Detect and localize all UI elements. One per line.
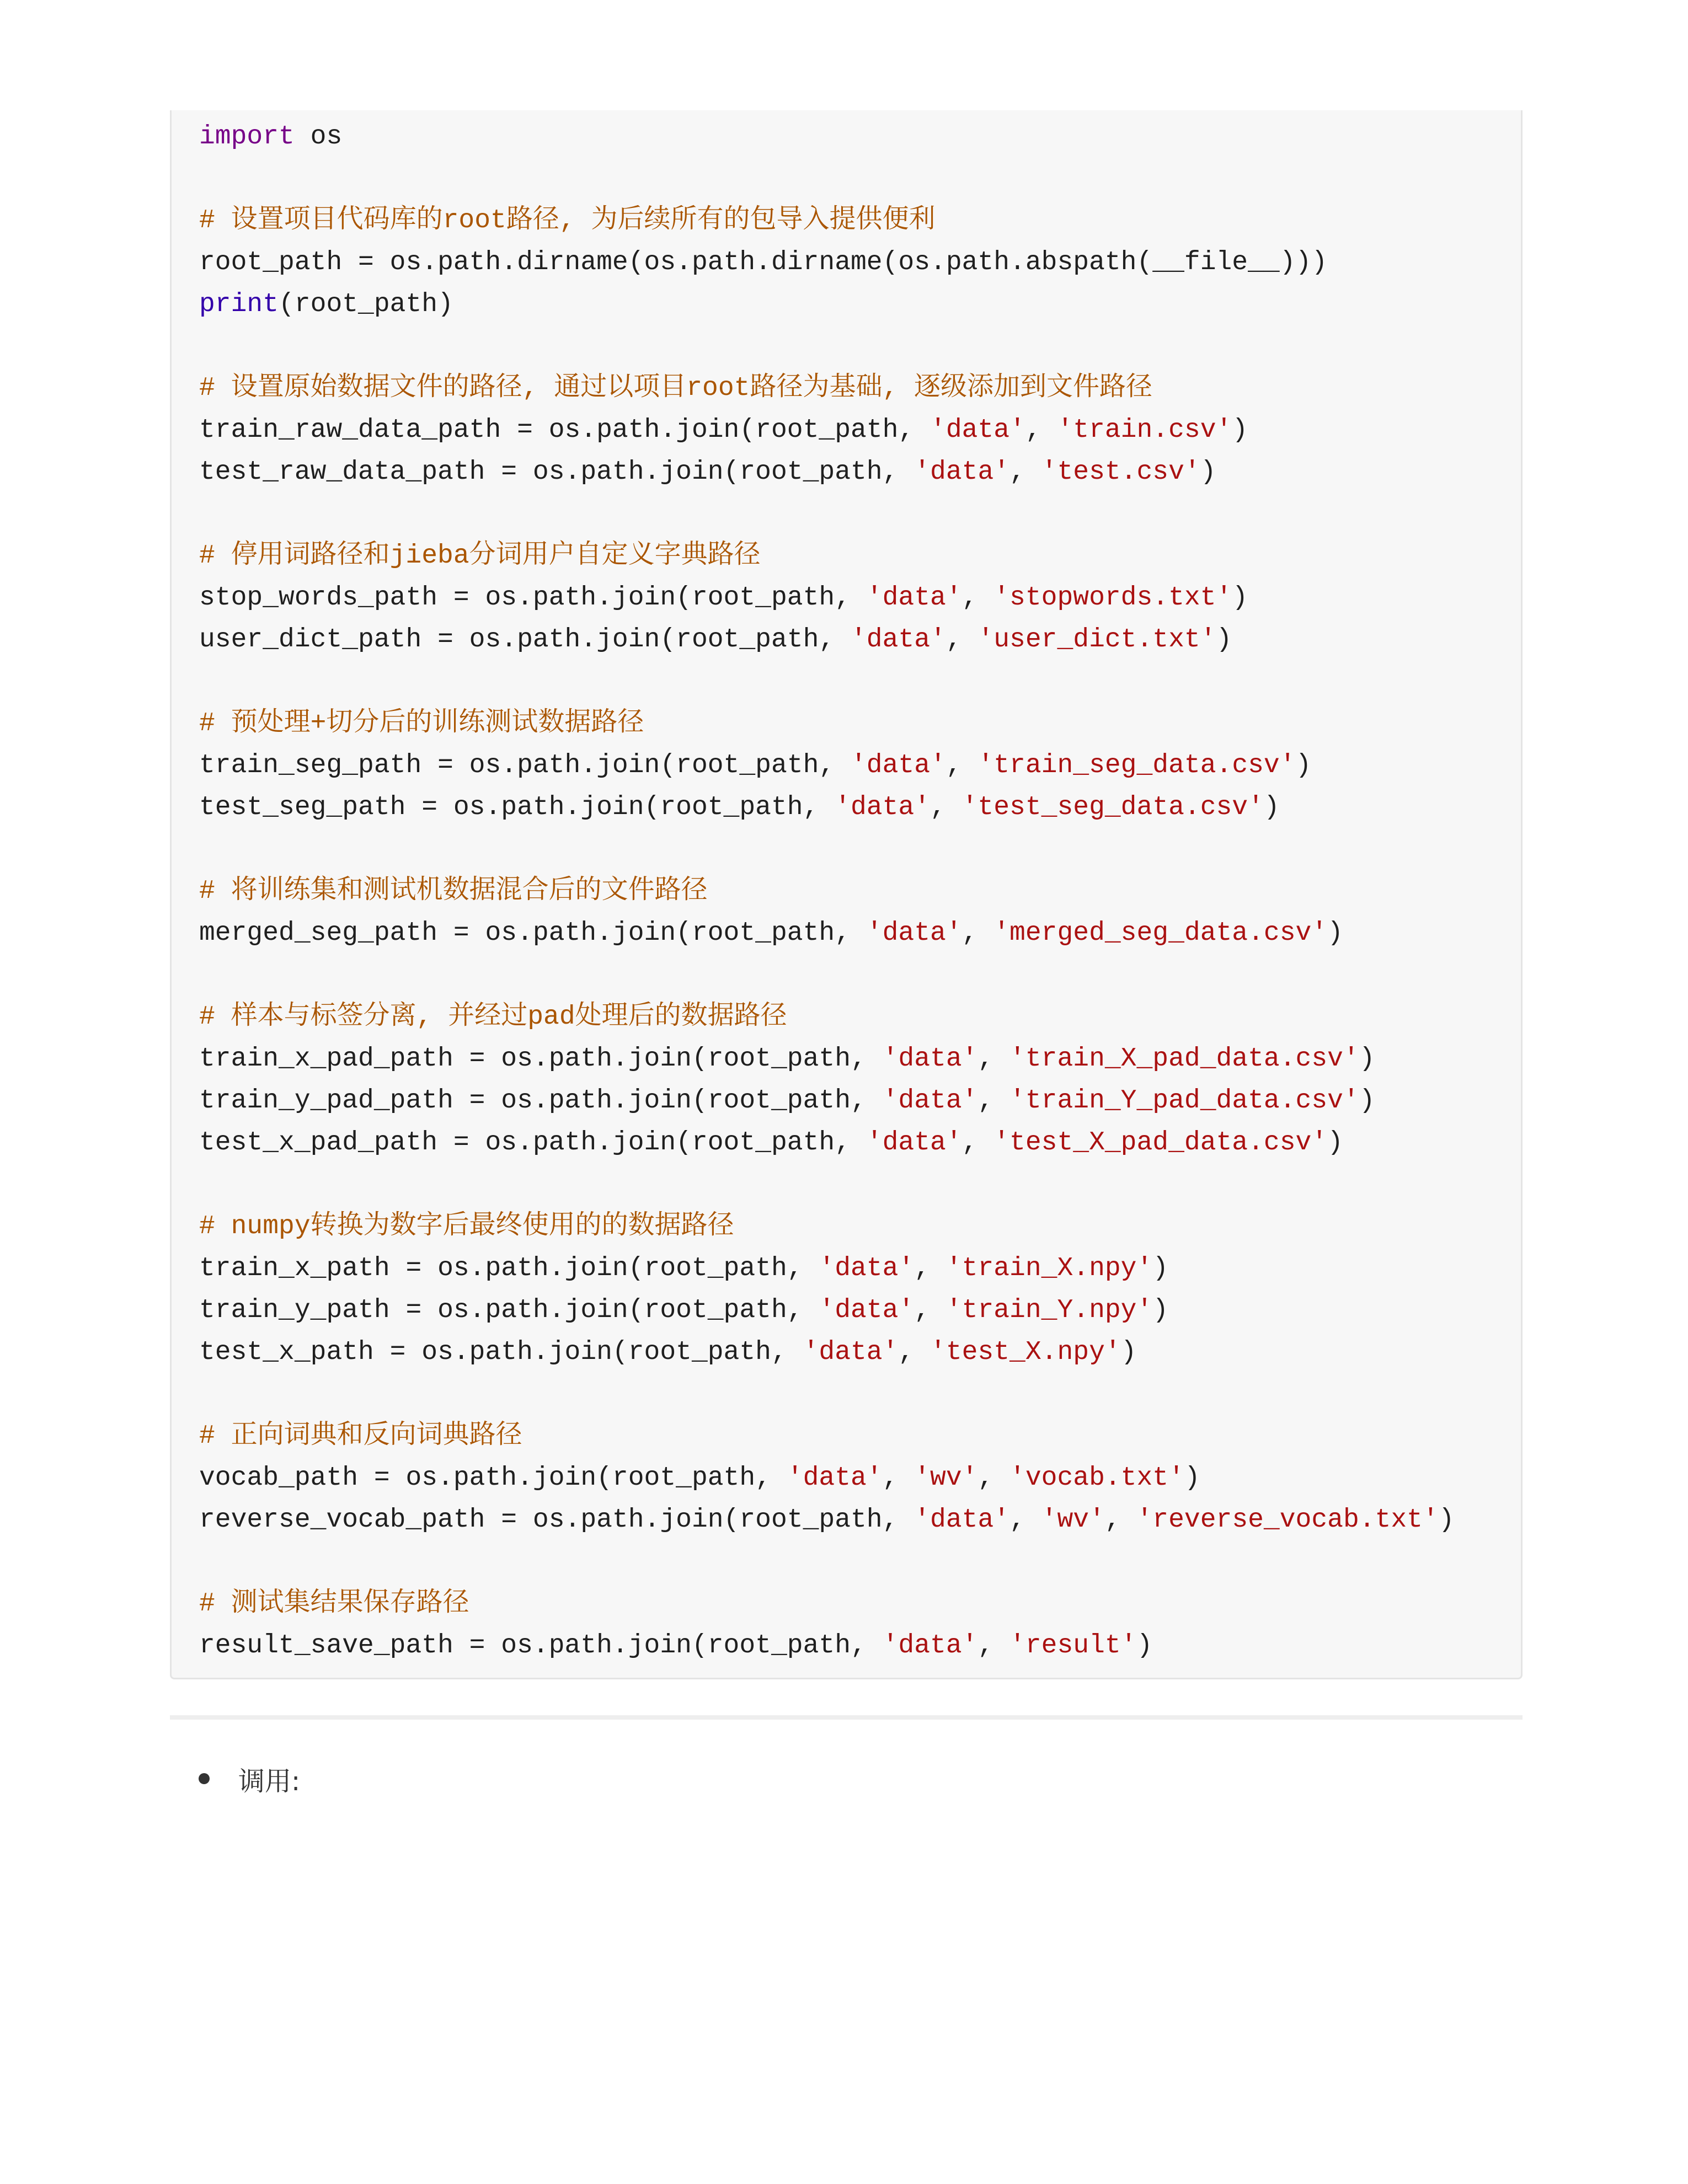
- code-text: ,: [1009, 1505, 1041, 1535]
- code-line: [199, 200, 1455, 242]
- code-line: [199, 409, 1455, 451]
- code-line: [199, 1080, 1455, 1122]
- code-text: vocab_path = os.path.join(root_path,: [199, 1463, 787, 1493]
- code-text: ): [1184, 1463, 1200, 1493]
- code-comment: # 停用词路径和jieba分词用户自定义字典路径: [199, 541, 761, 571]
- code-text: os: [294, 122, 343, 152]
- code-text: ): [1295, 751, 1312, 780]
- code-text: ): [1327, 918, 1343, 948]
- code-comment: # 设置项目代码库的root路径, 为后续所有的包导入提供便利: [199, 206, 936, 235]
- code-line: [199, 242, 1455, 283]
- code-text: ,: [946, 625, 978, 655]
- code-text: merged_seg_path = os.path.join(root_path,: [199, 918, 867, 948]
- code-text: train_raw_data_path = os.path.join(root_path,: [199, 415, 931, 445]
- code-line: [199, 1038, 1455, 1080]
- code-blank-line: [199, 828, 1455, 870]
- code-string: 'train_Y.npy': [946, 1296, 1153, 1325]
- code-string: 'wv': [914, 1463, 978, 1493]
- code-blank-line: [199, 1164, 1455, 1206]
- code-string: 'test_X.npy': [930, 1337, 1121, 1367]
- code-string: 'data': [914, 457, 1010, 487]
- code-line: [199, 1206, 1455, 1248]
- code-string: 'reverse_vocab.txt': [1136, 1505, 1439, 1535]
- code-text: ,: [977, 1631, 1010, 1661]
- code-string: 'train_seg_data.csv': [977, 751, 1296, 780]
- code-line: [199, 1625, 1455, 1667]
- code-blank-line: [199, 954, 1455, 996]
- code-string: 'test_seg_data.csv': [961, 793, 1264, 822]
- code-line: [199, 1289, 1455, 1331]
- code-line: [199, 577, 1455, 619]
- code-string: 'data': [803, 1337, 899, 1367]
- code-lines: [199, 116, 1455, 1667]
- code-text: ): [1216, 625, 1232, 655]
- code-line: [199, 870, 1455, 912]
- code-text: ,: [1025, 415, 1057, 445]
- code-text: ,: [977, 1086, 1010, 1116]
- code-text: result_save_path = os.path.join(root_path,: [199, 1631, 883, 1661]
- code-text: ): [1438, 1505, 1455, 1535]
- list-item-text: 调用:: [238, 1765, 301, 1797]
- code-string: 'test_X_pad_data.csv': [993, 1128, 1328, 1158]
- code-line: [199, 703, 1455, 745]
- code-string: 'data': [787, 1463, 883, 1493]
- code-string: 'data': [866, 583, 962, 613]
- code-text: ,: [977, 1044, 1010, 1074]
- code-text: ): [1152, 1254, 1169, 1283]
- code-text: ): [1327, 1128, 1343, 1158]
- code-string: 'data': [819, 1296, 915, 1325]
- code-string: 'result': [1009, 1631, 1137, 1661]
- code-text: ,: [961, 918, 994, 948]
- code-blank-line: [199, 1373, 1455, 1415]
- code-text: user_dict_path = os.path.join(root_path,: [199, 625, 851, 655]
- code-blank-line: [199, 1541, 1455, 1583]
- code-line: [199, 1583, 1455, 1625]
- code-string: 'wv': [1041, 1505, 1105, 1535]
- code-string: 'data': [914, 1505, 1010, 1535]
- code-line: [199, 786, 1455, 828]
- code-string: 'train_Y_pad_data.csv': [1009, 1086, 1359, 1116]
- code-text: train_y_path = os.path.join(root_path,: [199, 1296, 819, 1325]
- code-text: (root_path): [279, 290, 453, 319]
- code-blank-line: [199, 325, 1455, 367]
- code-comment: # 设置原始数据文件的路径, 通过以项目root路径为基础, 逐级添加到文件路径: [199, 373, 1153, 403]
- code-blank-line: [199, 493, 1455, 535]
- code-keyword: import: [199, 122, 295, 152]
- code-comment: # 正向词典和反向词典路径: [199, 1421, 522, 1451]
- code-text: ,: [930, 793, 962, 822]
- code-string: 'vocab.txt': [1009, 1463, 1184, 1493]
- code-line: [199, 367, 1455, 409]
- code-text: ,: [961, 1128, 994, 1158]
- code-string: 'train_X_pad_data.csv': [1009, 1044, 1359, 1074]
- code-text: ,: [898, 1337, 931, 1367]
- code-text: ): [1136, 1631, 1153, 1661]
- code-line: [199, 745, 1455, 786]
- code-text: ,: [977, 1463, 1010, 1493]
- code-text: ): [1359, 1044, 1375, 1074]
- code-line: [199, 1122, 1455, 1164]
- code-line: [199, 535, 1455, 577]
- code-line: [199, 1499, 1455, 1541]
- code-comment: # 预处理+切分后的训练测试数据路径: [199, 709, 644, 738]
- code-text: ,: [946, 751, 978, 780]
- code-line: [199, 1248, 1455, 1289]
- code-string: 'data': [930, 415, 1025, 445]
- code-line: [199, 451, 1455, 493]
- code-text: ,: [914, 1254, 946, 1283]
- code-comment: # 测试集结果保存路径: [199, 1589, 469, 1619]
- code-text: test_x_pad_path = os.path.join(root_path,: [199, 1128, 867, 1158]
- code-string: 'data': [882, 1086, 978, 1116]
- code-text: ): [1232, 415, 1248, 445]
- code-blank-line: [199, 661, 1455, 703]
- code-blank-line: [199, 158, 1455, 200]
- code-text: reverse_vocab_path = os.path.join(root_path,: [199, 1505, 915, 1535]
- code-string: 'data': [851, 751, 946, 780]
- code-text: ): [1359, 1086, 1375, 1116]
- bullet-icon: [199, 1773, 210, 1784]
- code-line: [199, 619, 1455, 661]
- code-comment: # 样本与标签分离, 并经过pad处理后的数据路径: [199, 1002, 787, 1032]
- code-string: 'stopwords.txt': [993, 583, 1232, 613]
- code-string: 'merged_seg_data.csv': [993, 918, 1328, 948]
- code-text: ,: [1104, 1505, 1137, 1535]
- code-text: root_path = os.path.dirname(os.path.dirname(os.path.abspath(__file__))): [199, 248, 1328, 277]
- code-string: 'data': [866, 918, 962, 948]
- code-comment: # numpy转换为数字后最终使用的的数据路径: [199, 1212, 734, 1241]
- code-line: [199, 996, 1455, 1038]
- code-text: ): [1200, 457, 1216, 487]
- list-item: [199, 1759, 300, 1798]
- code-string: 'test.csv': [1041, 457, 1200, 487]
- code-comment: # 将训练集和测试机数据混合后的文件路径: [199, 876, 708, 906]
- code-string: 'data': [866, 1128, 962, 1158]
- code-line: [199, 912, 1455, 954]
- code-string: 'user_dict.txt': [977, 625, 1216, 655]
- code-string: 'train.csv': [1057, 415, 1232, 445]
- code-line: [199, 1457, 1455, 1499]
- code-builtin: print: [199, 290, 279, 319]
- code-text: train_y_pad_path = os.path.join(root_path,: [199, 1086, 883, 1116]
- code-block: [170, 110, 1523, 1679]
- code-line: [199, 116, 1455, 158]
- code-text: ): [1120, 1337, 1137, 1367]
- code-text: ,: [882, 1463, 915, 1493]
- code-text: train_x_path = os.path.join(root_path,: [199, 1254, 819, 1283]
- code-text: test_x_path = os.path.join(root_path,: [199, 1337, 803, 1367]
- code-text: ,: [914, 1296, 946, 1325]
- code-string: 'data': [882, 1044, 978, 1074]
- code-text: ): [1152, 1296, 1169, 1325]
- horizontal-divider: [170, 1715, 1523, 1720]
- code-string: 'data': [835, 793, 931, 822]
- code-line: [199, 1415, 1455, 1457]
- code-text: ,: [961, 583, 994, 613]
- code-text: stop_words_path = os.path.join(root_path,: [199, 583, 867, 613]
- code-line: [199, 283, 1455, 325]
- code-text: ): [1263, 793, 1280, 822]
- code-string: 'train_X.npy': [946, 1254, 1153, 1283]
- code-string: 'data': [819, 1254, 915, 1283]
- code-line: [199, 1331, 1455, 1373]
- code-text: train_x_pad_path = os.path.join(root_path,: [199, 1044, 883, 1074]
- code-string: 'data': [882, 1631, 978, 1661]
- code-text: ,: [1009, 457, 1041, 487]
- code-text: ): [1232, 583, 1248, 613]
- code-text: train_seg_path = os.path.join(root_path,: [199, 751, 851, 780]
- code-text: test_raw_data_path = os.path.join(root_path,: [199, 457, 915, 487]
- code-string: 'data': [851, 625, 946, 655]
- code-text: test_seg_path = os.path.join(root_path,: [199, 793, 835, 822]
